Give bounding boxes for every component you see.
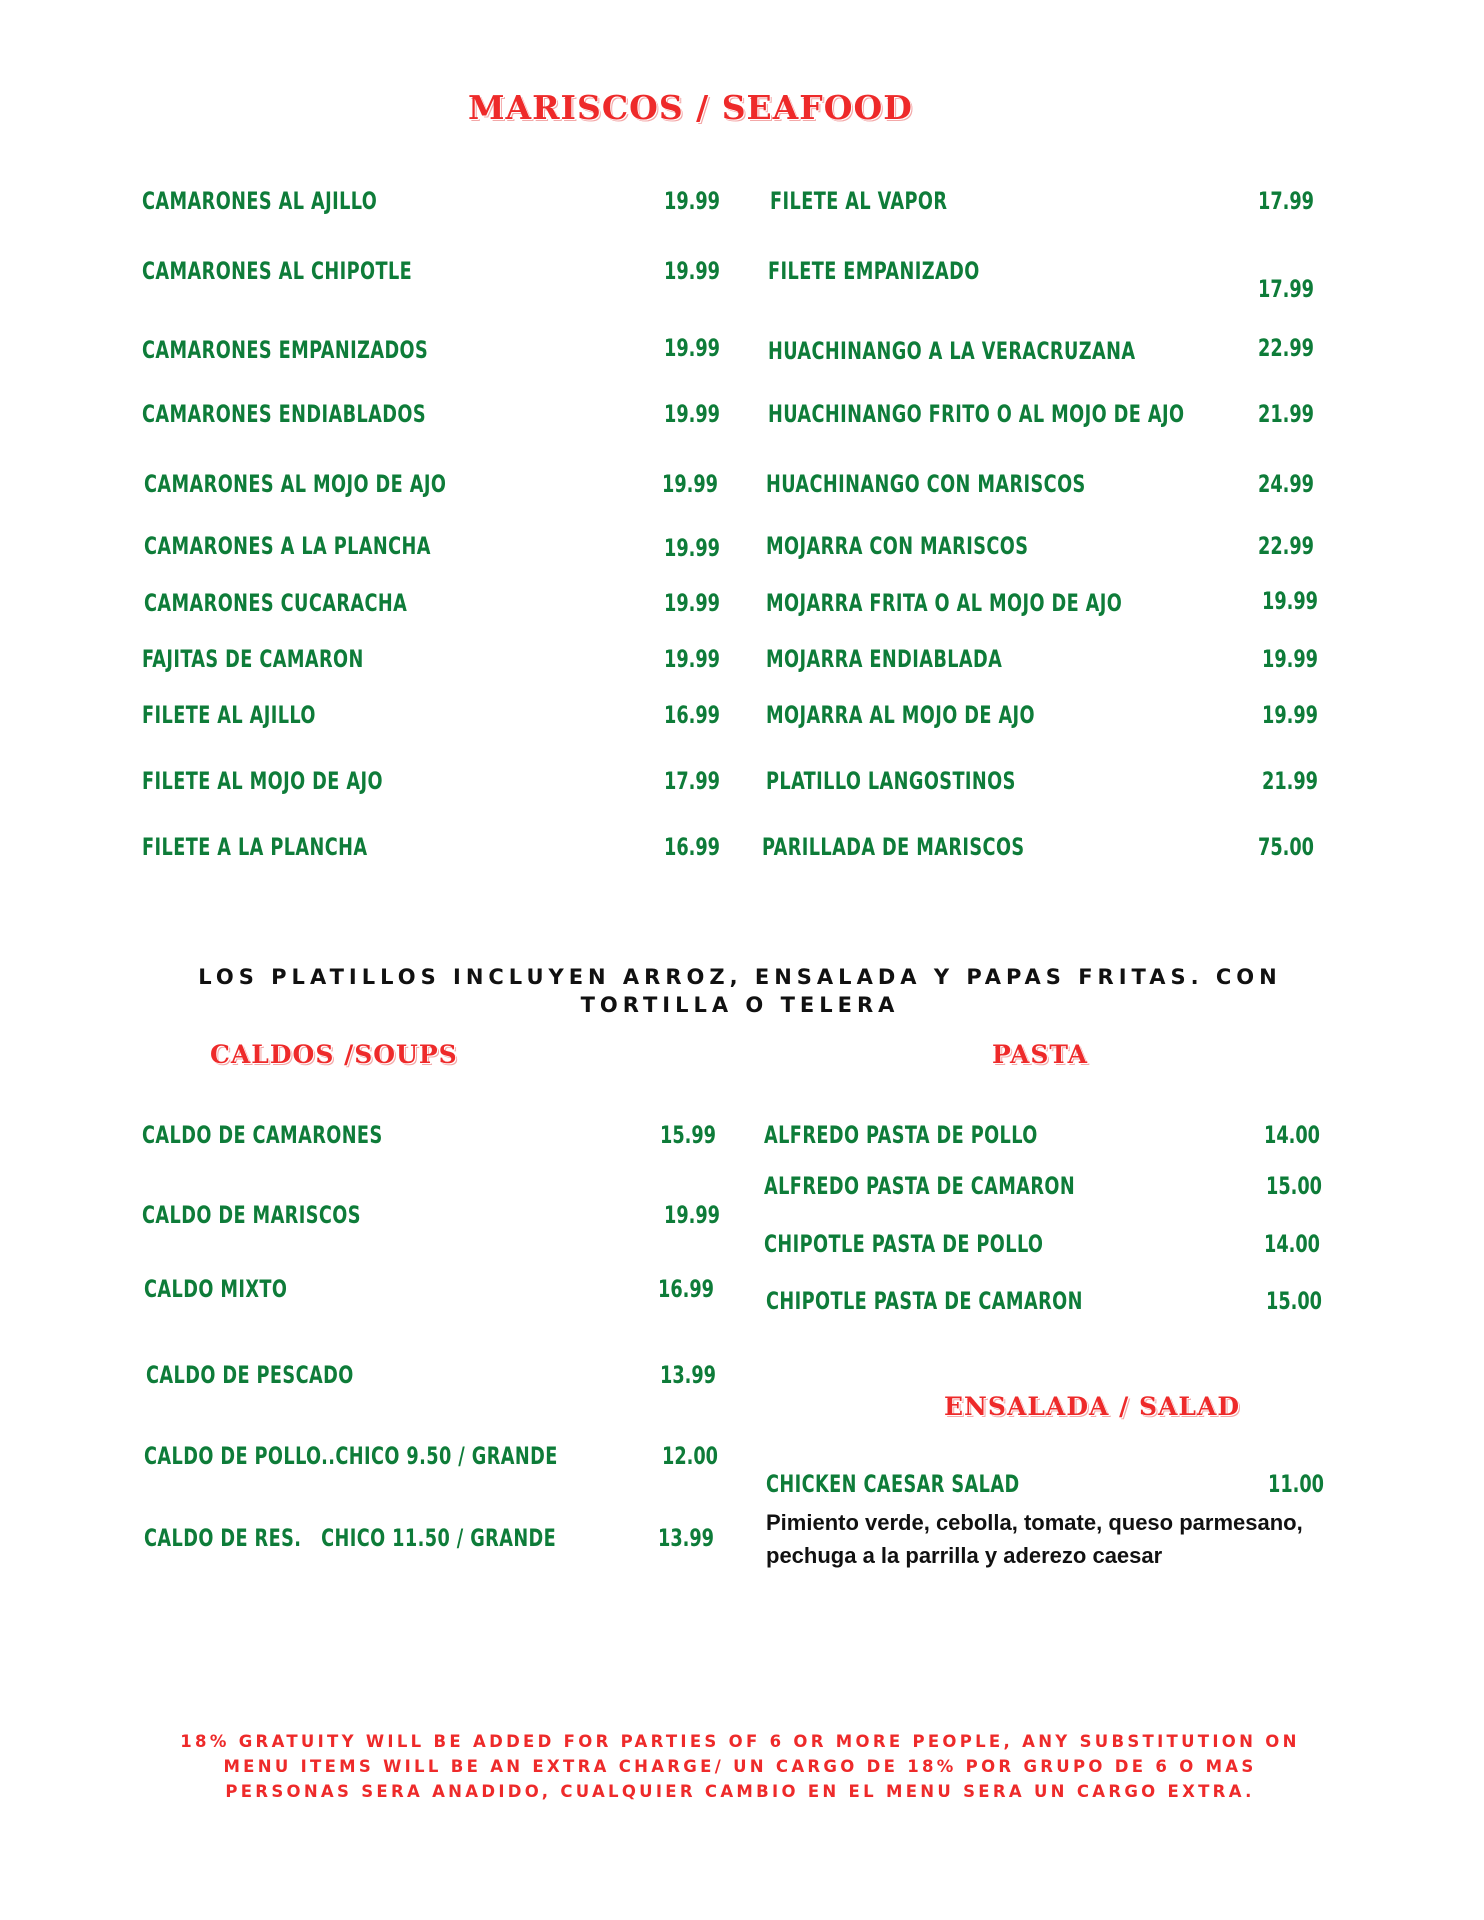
pasta-title: PASTA bbox=[992, 1040, 1089, 1069]
menu-item-price: 13.99 bbox=[660, 1361, 717, 1389]
menu-item-name: CAMARONES CUCARACHA bbox=[144, 589, 408, 617]
menu-item-price: 17.99 bbox=[664, 767, 721, 795]
menu-item-name: HUACHINANGO FRITO O AL MOJO DE AJO bbox=[768, 400, 1185, 428]
menu-item-price: 19.99 bbox=[664, 534, 721, 562]
menu-item-price: 17.99 bbox=[1258, 187, 1315, 215]
menu-item-name: CAMARONES AL CHIPOTLE bbox=[142, 257, 413, 285]
menu-item-price: 19.99 bbox=[664, 589, 721, 617]
menu-item-price: 19.99 bbox=[664, 1201, 721, 1229]
salad-description: Pimiento verde, cebolla, tomate, queso parmesano, pechuga a la parrilla y aderezo caesar bbox=[766, 1510, 1303, 1568]
menu-item-name: HUACHINANGO A LA VERACRUZANA bbox=[768, 337, 1136, 365]
menu-item-price: 21.99 bbox=[1262, 767, 1319, 795]
menu-item-name: CHIPOTLE PASTA DE POLLO bbox=[764, 1230, 1044, 1258]
menu-item-price: 19.99 bbox=[1262, 701, 1319, 729]
menu-item-name: ALFREDO PASTA DE POLLO bbox=[764, 1121, 1038, 1149]
menu-item-price: 19.99 bbox=[1262, 587, 1319, 615]
menu-item-name: CAMARONES EMPANIZADOS bbox=[142, 336, 429, 364]
menu-item-price: 15.00 bbox=[1266, 1287, 1323, 1315]
seafood-includes-note: LOS PLATILLOS INCLUYEN ARROZ, ENSALADA Y PAPAS FRITAS. CON TORTILLA O TELERA bbox=[198, 965, 1282, 1017]
menu-item-price: 17.99 bbox=[1258, 275, 1315, 303]
menu-item-price: 16.99 bbox=[664, 701, 721, 729]
menu-item-name: MOJARRA FRITA O AL MOJO DE AJO bbox=[766, 589, 1123, 617]
menu-item-name: CALDO DE MARISCOS bbox=[142, 1201, 361, 1229]
menu-item-name: HUACHINANGO CON MARISCOS bbox=[766, 470, 1086, 498]
menu-item-price: 15.00 bbox=[1266, 1172, 1323, 1200]
menu-item-name: PLATILLO LANGOSTINOS bbox=[766, 767, 1016, 795]
seafood-title: MARISCOS / SEAFOOD bbox=[468, 88, 913, 127]
menu-item-name: FILETE EMPANIZADO bbox=[768, 257, 980, 285]
gratuity-footer: 18% GRATUITY WILL BE ADDED FOR PARTIES OF 6 OR MORE PEOPLE, ANY SUBSTITUTION ON MENU ITEMS WILL BE AN EXTRA CHARGE/ UN CARGO DE 18% POR GRUPO DE 6 O MAS PERSONAS SERA ANADIDO, CUALQUIER CAMBIO EN EL MENU SERA UN CARGO EXTRA. bbox=[180, 1732, 1300, 1801]
menu-item-price: 14.00 bbox=[1264, 1230, 1321, 1258]
menu-item-price: 16.99 bbox=[664, 833, 721, 861]
menu-item-name: CALDO MIXTO bbox=[144, 1275, 288, 1303]
menu-item-name: FILETE AL VAPOR bbox=[770, 187, 948, 215]
menu-item-name: CALDO DE POLLO..CHICO 9.50 / GRANDE bbox=[144, 1442, 558, 1470]
menu-item-name: MOJARRA CON MARISCOS bbox=[766, 532, 1029, 560]
menu-item-name: FAJITAS DE CAMARON bbox=[142, 645, 364, 673]
menu-item-price: 19.99 bbox=[664, 187, 721, 215]
menu-item-name: CAMARONES AL AJILLO bbox=[142, 187, 378, 215]
menu-item-price: 13.99 bbox=[658, 1524, 715, 1552]
menu-item-price: 19.99 bbox=[664, 257, 721, 285]
salad-title: ENSALADA / SALAD bbox=[944, 1392, 1241, 1421]
menu-item-price: 14.00 bbox=[1264, 1121, 1321, 1149]
menu-item-price: 16.99 bbox=[658, 1275, 715, 1303]
menu-item-price: 75.00 bbox=[1258, 833, 1315, 861]
menu-item-price: 19.99 bbox=[664, 400, 721, 428]
menu-item-name: FILETE AL AJILLO bbox=[142, 701, 316, 729]
menu-item-price: 19.99 bbox=[664, 645, 721, 673]
menu-item-name: CALDO DE PESCADO bbox=[146, 1361, 354, 1389]
menu-item-price: 15.99 bbox=[660, 1121, 717, 1149]
menu-item-name: CHICKEN CAESAR SALAD bbox=[766, 1470, 1020, 1498]
menu-item-name: CALDO DE RES. CHICO 11.50 / GRANDE bbox=[144, 1524, 557, 1552]
menu-item-name: CALDO DE CAMARONES bbox=[142, 1121, 383, 1149]
menu-item-name: CAMARONES A LA PLANCHA bbox=[144, 532, 431, 560]
menu-item-name: ALFREDO PASTA DE CAMARON bbox=[764, 1172, 1076, 1200]
menu-item-name: MOJARRA ENDIABLADA bbox=[766, 645, 1003, 673]
menu-item-name: FILETE AL MOJO DE AJO bbox=[142, 767, 383, 795]
menu-item-price: 22.99 bbox=[1258, 532, 1315, 560]
menu-item-name: CAMARONES AL MOJO DE AJO bbox=[144, 470, 447, 498]
menu-item-name: PARILLADA DE MARISCOS bbox=[762, 833, 1025, 861]
menu-item-name: FILETE A LA PLANCHA bbox=[142, 833, 368, 861]
menu-item-price: 21.99 bbox=[1258, 400, 1315, 428]
menu-item-price: 22.99 bbox=[1258, 334, 1315, 362]
menu-item-price: 24.99 bbox=[1258, 470, 1315, 498]
menu-item-price: 11.00 bbox=[1268, 1470, 1325, 1498]
menu-item-price: 19.99 bbox=[1262, 645, 1319, 673]
menu-item-price: 12.00 bbox=[662, 1442, 719, 1470]
menu-item-name: CAMARONES ENDIABLADOS bbox=[142, 400, 427, 428]
menu-item-price: 19.99 bbox=[664, 334, 721, 362]
soups-title: CALDOS /SOUPS bbox=[210, 1040, 458, 1069]
menu-item-name: MOJARRA AL MOJO DE AJO bbox=[766, 701, 1036, 729]
menu-item-name: CHIPOTLE PASTA DE CAMARON bbox=[766, 1287, 1083, 1315]
menu-item-price: 19.99 bbox=[662, 470, 719, 498]
